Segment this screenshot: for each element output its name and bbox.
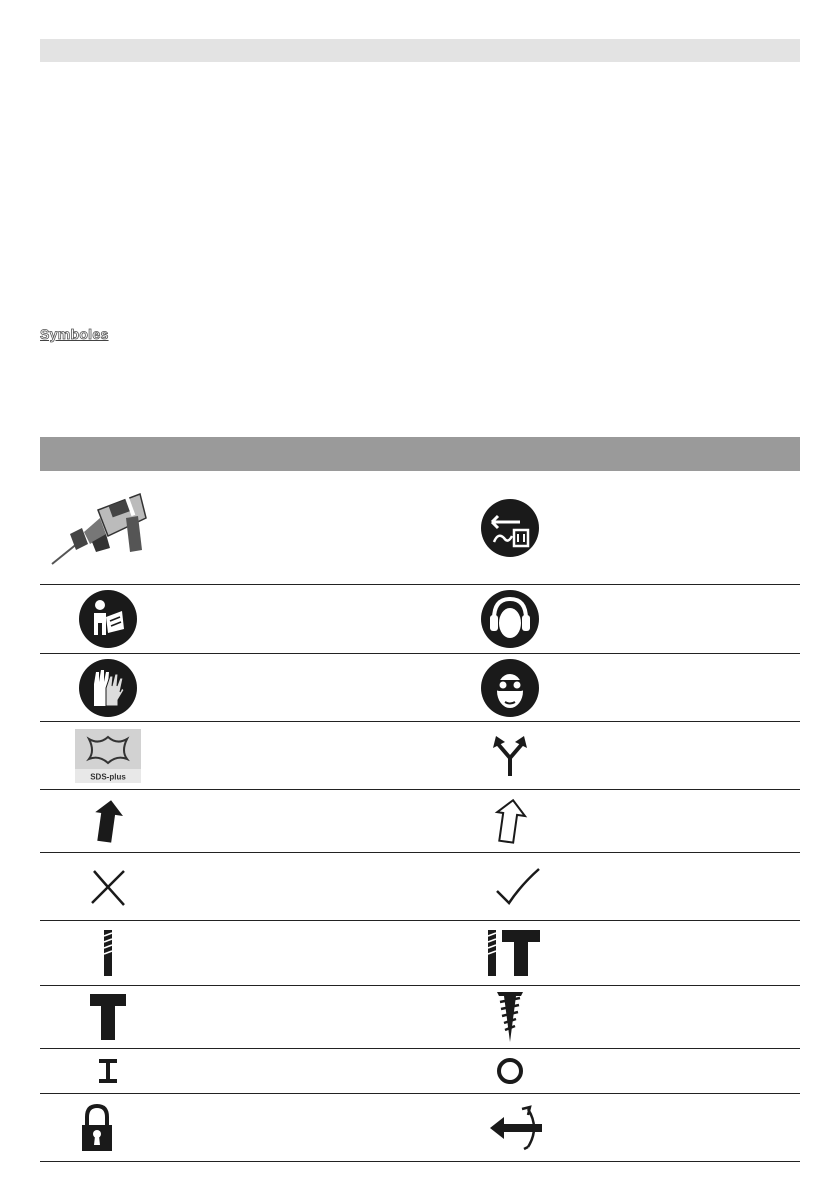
- chisel-hammer-icon: [88, 992, 128, 1042]
- sds-plus-icon: [75, 729, 141, 783]
- table-cell: [40, 471, 420, 584]
- table-row: [40, 790, 800, 853]
- table-cell: [420, 471, 800, 584]
- table-cell: [420, 654, 800, 721]
- table-cell: [420, 790, 800, 852]
- table-cell: [420, 921, 800, 985]
- table-cell: [40, 986, 420, 1048]
- table-row: [40, 722, 800, 790]
- table-row: [40, 654, 800, 722]
- on-symbol-icon: [97, 1058, 119, 1084]
- table-row: [40, 471, 800, 585]
- section-heading: Symboles: [40, 326, 109, 342]
- screw-icon: [495, 990, 525, 1044]
- sds-plus-label: SDS-plus: [90, 772, 126, 781]
- rotation-stop-icon: [488, 1103, 544, 1153]
- read-manual-icon: [78, 589, 138, 649]
- table-row: [40, 1049, 800, 1094]
- outline-arrow-up-icon: [492, 798, 528, 844]
- table-cell: [420, 986, 800, 1048]
- table-row: [40, 585, 800, 654]
- cross-icon: [86, 865, 130, 909]
- table-row: [40, 853, 800, 921]
- table-cell: [40, 722, 420, 789]
- eye-protection-icon: [480, 658, 540, 718]
- table-cell: [420, 1094, 800, 1161]
- table-cell: [420, 853, 800, 920]
- table-cell: [40, 921, 420, 985]
- unplug-before-work-icon: [480, 498, 540, 558]
- table-cell: [40, 654, 420, 721]
- table-cell: [40, 853, 420, 920]
- lock-icon: [80, 1103, 114, 1153]
- fork-arrow-icon: [490, 734, 530, 778]
- drill-bit-icon: [100, 928, 116, 978]
- table-cell: [420, 722, 800, 789]
- checkmark-icon: [493, 865, 543, 909]
- protective-gloves-icon: [78, 658, 138, 718]
- top-grey-bar: [40, 39, 800, 62]
- symbols-table-header: [40, 437, 800, 471]
- table-row: [40, 1094, 800, 1162]
- table-row: [40, 986, 800, 1049]
- rotary-hammer-icon: [48, 488, 148, 568]
- hearing-protection-icon: [480, 589, 540, 649]
- table-cell: [40, 1049, 420, 1093]
- table-row: [40, 921, 800, 986]
- table-cell: [420, 1049, 800, 1093]
- hammer-drill-icon: [486, 928, 542, 978]
- filled-arrow-up-icon: [90, 798, 126, 844]
- table-cell: [40, 790, 420, 852]
- table-cell: [40, 1094, 420, 1161]
- off-symbol-icon: [495, 1056, 525, 1086]
- table-cell: [40, 585, 420, 653]
- table-cell: [420, 585, 800, 653]
